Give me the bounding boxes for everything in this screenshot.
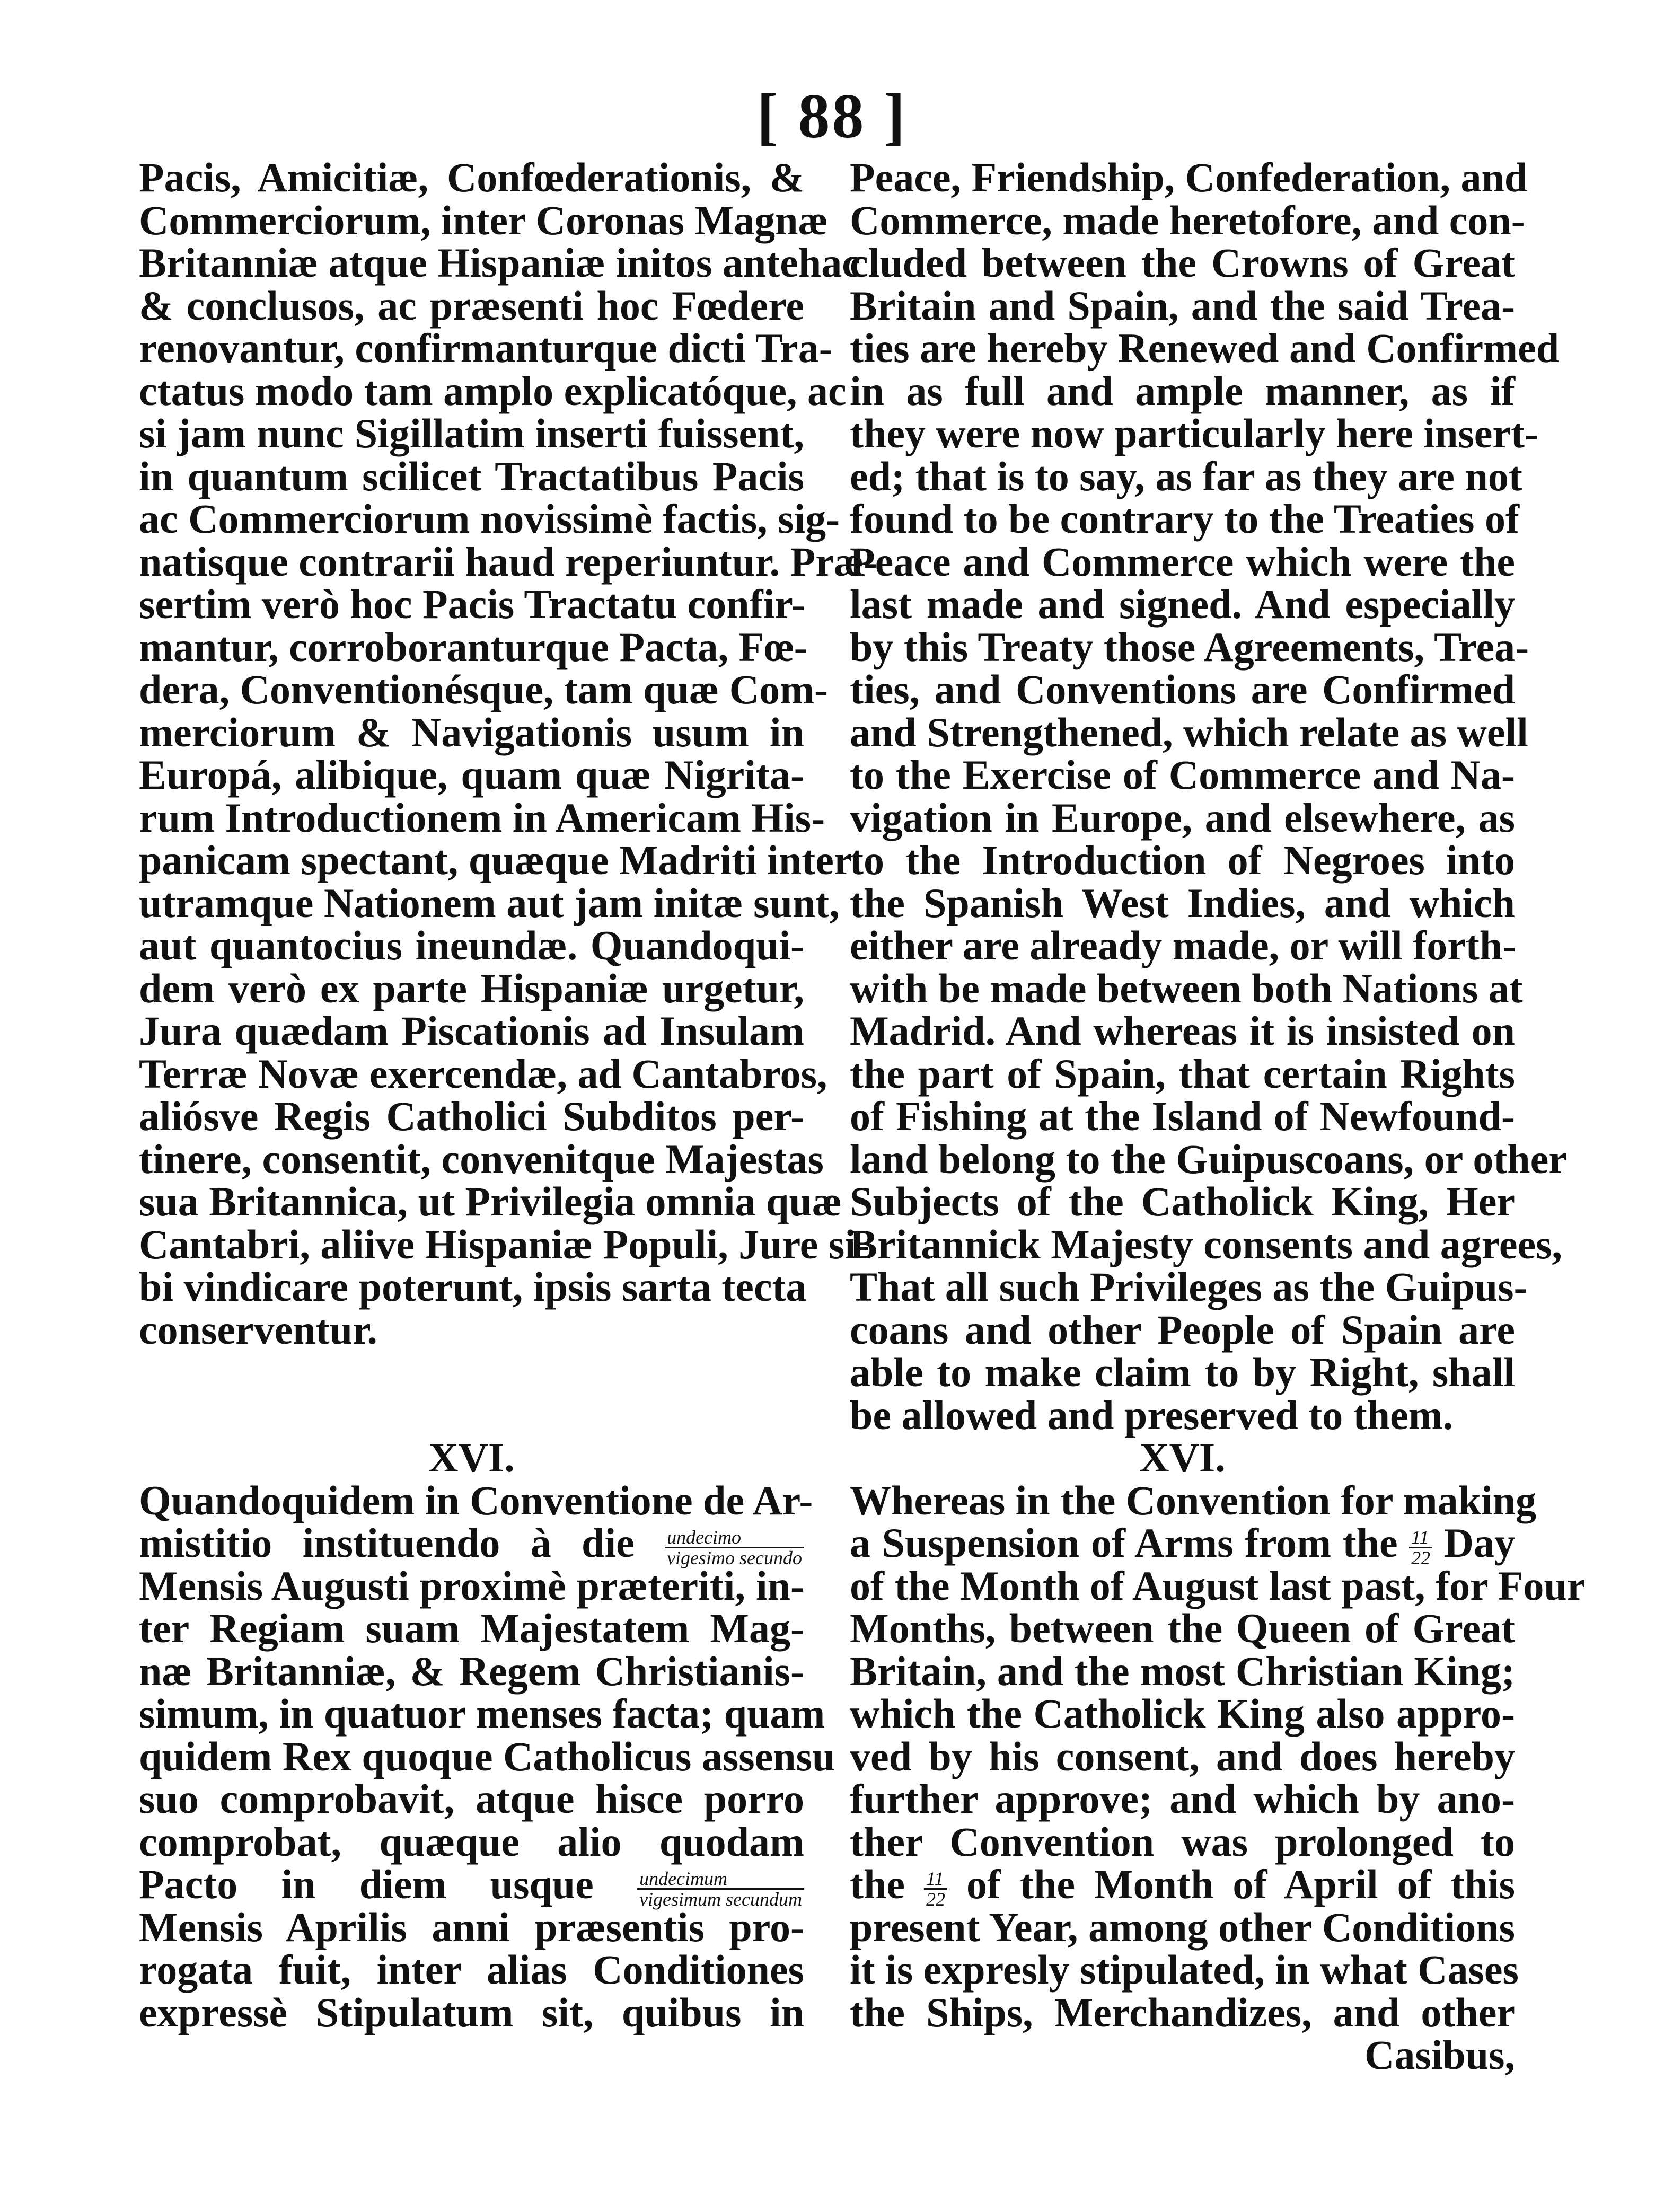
latin-article-continuation [139, 154, 878, 1353]
text-line: conserventur. [139, 1306, 377, 1353]
text-line: coans and other People of Spain are [850, 1306, 1515, 1353]
text-line: vigation in Europe, and elsewhere, as [850, 794, 1515, 841]
fraction-denominator: vigesimo secundo [667, 1547, 802, 1568]
text-line: the Spanish West Indies, and which [850, 879, 1515, 926]
text-line: either are already made, or will forth- [850, 922, 1517, 968]
text-line: Mensis Aprilis anni præsentis pro- [139, 1903, 804, 1950]
text-line: tinere, consentit, convenitque Majestas [139, 1135, 824, 1182]
text-line: natisque contrarii haud reperiuntur. Præ- [139, 538, 878, 585]
text-line: merciorum & Navigationis usum in [139, 709, 804, 755]
text-line: simum, in quatuor menses facta; quam [139, 1690, 825, 1737]
text-line: comprobat, quæque alio quodam [139, 1818, 804, 1865]
text-fragment: Pacto in diem usque [139, 1861, 594, 1907]
text-line: Jura quædam Piscationis ad Insulam [139, 1008, 804, 1054]
text-line: further approve; and which by ano- [850, 1776, 1515, 1822]
text-line: Subjects of the Catholick King, Her [850, 1178, 1515, 1224]
text-line: last made and signed. And especially [850, 581, 1515, 627]
text-line: Commerciorum, inter Coronas Magnæ [139, 197, 828, 243]
text-fragment: mistitio instituendo à die [139, 1520, 635, 1566]
text-line: ac Commerciorum novissimè factis, sig- [139, 496, 840, 542]
text-line: ties, and Conventions are Confirmed [850, 666, 1515, 712]
text-line-with-fraction [850, 1520, 1516, 1568]
text-line: ved by his consent, and does hereby [850, 1733, 1515, 1779]
text-line: & conclusos, ac præsenti hoc Fœdere [139, 282, 804, 329]
latin-article-xvi [139, 1477, 835, 2035]
text-line: ter Regiam suam Majestatem Mag- [139, 1605, 804, 1651]
text-line: utramque Nationem aut jam initæ sunt, [139, 879, 840, 926]
text-line-with-fraction [139, 1520, 804, 1568]
text-line: Europá, alibique, quam quæ Nigrita- [139, 752, 804, 798]
text-line: to the Exercise of Commerce and Na- [850, 752, 1515, 798]
day-fraction [665, 1528, 804, 1567]
fraction-numerator: 11 [924, 1869, 947, 1890]
text-line: and Strengthened, which relate as well [850, 709, 1528, 755]
text-line: næ Britanniæ, & Regem Christianis- [139, 1647, 804, 1694]
fraction-numerator: undecimo [665, 1528, 804, 1548]
text-line: it is expresly stipulated, in what Cases [850, 1946, 1519, 1993]
text-line: dem verò ex parte Hispaniæ urgetur, [139, 965, 804, 1011]
text-line: Cantabri, aliive Hispaniæ Populi, Jure si- [139, 1221, 870, 1267]
text-line: able to make claim to by Right, shall [850, 1349, 1515, 1395]
text-fragment: the [850, 1861, 905, 1907]
text-line: Madrid. And whereas it is insisted on [850, 1008, 1515, 1054]
text-line: in as full and ample manner, as if [850, 367, 1515, 414]
text-line: panicam spectant, quæque Madriti inter [139, 837, 852, 883]
text-line: Peace and Commerce which were the [850, 538, 1515, 585]
text-line: Britain and Spain, and the said Trea- [850, 282, 1515, 329]
text-line: Months, between the Queen of Great [850, 1605, 1515, 1651]
text-line: Mensis Augusti proximè præteriti, in- [139, 1562, 804, 1609]
text-line: renovantur, confirmanturque dicti Tra- [139, 325, 833, 371]
text-line: rum Introductionem in Americam His- [139, 794, 825, 841]
text-line: Peace, Friendship, Confederation, and [850, 154, 1528, 200]
text-line: ed; that is to say, as far as they are not [850, 453, 1522, 499]
text-line: That all such Privileges as the Guipus- [850, 1264, 1528, 1310]
day-fraction [1409, 1528, 1432, 1567]
catchword: Casibus, [1364, 2032, 1515, 2078]
text-line: Quandoquidem in Conventione de Ar- [139, 1477, 813, 1523]
text-line: aliósve Regis Catholici Subditos per- [139, 1093, 804, 1139]
day-fraction [924, 1869, 947, 1909]
text-line: bi vindicare poterunt, ipsis sarta tecta [139, 1264, 807, 1310]
day-fraction [637, 1869, 804, 1909]
text-line: Britannick Majesty consents and agrees, [850, 1221, 1563, 1267]
text-fragment: a Suspension of Arms from the [850, 1520, 1398, 1566]
text-line: with be made between both Nations at [850, 965, 1523, 1011]
text-line: mantur, corroboranturque Pacta, Fœ- [139, 623, 808, 670]
english-article-continuation [850, 154, 1567, 1438]
text-line: which the Catholick King also appro- [850, 1690, 1515, 1737]
text-line: in quantum scilicet Tractatibus Pacis [139, 453, 804, 499]
text-line: sertim verò hoc Pacis Tractatu confir- [139, 581, 805, 627]
text-fragment: of the Month of April of this [966, 1861, 1516, 1907]
text-line: expressè Stipulatum sit, quibus in [139, 1989, 804, 2035]
fraction-denominator: 22 [1411, 1547, 1431, 1568]
text-line: Britanniæ atque Hispaniæ initos antehac [139, 240, 860, 286]
text-line: ther Convention was prolonged to [850, 1818, 1515, 1865]
fraction-numerator: 11 [1409, 1528, 1432, 1548]
text-line: be allowed and preserved to them. [850, 1391, 1454, 1438]
text-line: Commerce, made heretofore, and con- [850, 197, 1525, 243]
text-line: Whereas in the Convention for making [850, 1477, 1537, 1523]
text-line: dera, Conventionésque, tam quæ Com- [139, 666, 829, 712]
text-line: present Year, among other Conditions [850, 1903, 1515, 1950]
fraction-denominator: 22 [926, 1888, 945, 1910]
text-line: land belong to the Guipuscoans, or other [850, 1135, 1567, 1182]
text-line: by this Treaty those Agreements, Trea- [850, 623, 1529, 670]
page-number: [ 88 ] [756, 81, 908, 151]
text-line: of Fishing at the Island of Newfound- [850, 1093, 1515, 1139]
text-line: aut quantocius ineundæ. Quandoqui- [139, 922, 804, 968]
text-line: of the Month of August last past, for Four [850, 1562, 1586, 1609]
text-fragment: Day [1443, 1520, 1516, 1566]
text-line: Britain, and the most Christian King; [850, 1647, 1515, 1694]
english-article-xvi [850, 1477, 1586, 2078]
text-line: they were now particularly here insert- [850, 410, 1538, 456]
text-line: to the Introduction of Negroes into [850, 837, 1515, 883]
text-line: rogata fuit, inter alias Conditiones [139, 1946, 804, 1993]
text-line-with-fraction [139, 1861, 804, 1910]
fraction-denominator: vigesimum secundum [639, 1888, 802, 1910]
text-line: cluded between the Crowns of Great [850, 240, 1515, 286]
text-line: found to be contrary to the Treaties of [850, 496, 1520, 542]
text-line: the part of Spain, that certain Rights [850, 1050, 1515, 1097]
text-line: si jam nunc Sigillatim inserti fuissent, [139, 410, 804, 456]
text-line: Pacis, Amicitiæ, Confœderationis, & [139, 154, 804, 200]
article-heading: XVI. [1139, 1434, 1226, 1480]
text-line: suo comprobavit, atque hisce porro [139, 1776, 804, 1822]
text-line-with-fraction [850, 1861, 1516, 1910]
text-line: quidem Rex quoque Catholicus assensu [139, 1733, 835, 1779]
fraction-numerator: undecimum [637, 1869, 804, 1890]
text-line: sua Britannica, ut Privilegia omnia quæ [139, 1178, 842, 1224]
text-line: the Ships, Merchandizes, and other [850, 1989, 1515, 2035]
spacer [139, 1351, 804, 1437]
text-line: ctatus modo tam amplo explicatóque, ac [139, 367, 847, 414]
english-column [850, 154, 1586, 2078]
text-line: ties are hereby Renewed and Confirmed [850, 325, 1560, 371]
text-line: Terræ Novæ exercendæ, ad Cantabros, [139, 1050, 827, 1097]
article-heading: XVI. [428, 1434, 515, 1480]
